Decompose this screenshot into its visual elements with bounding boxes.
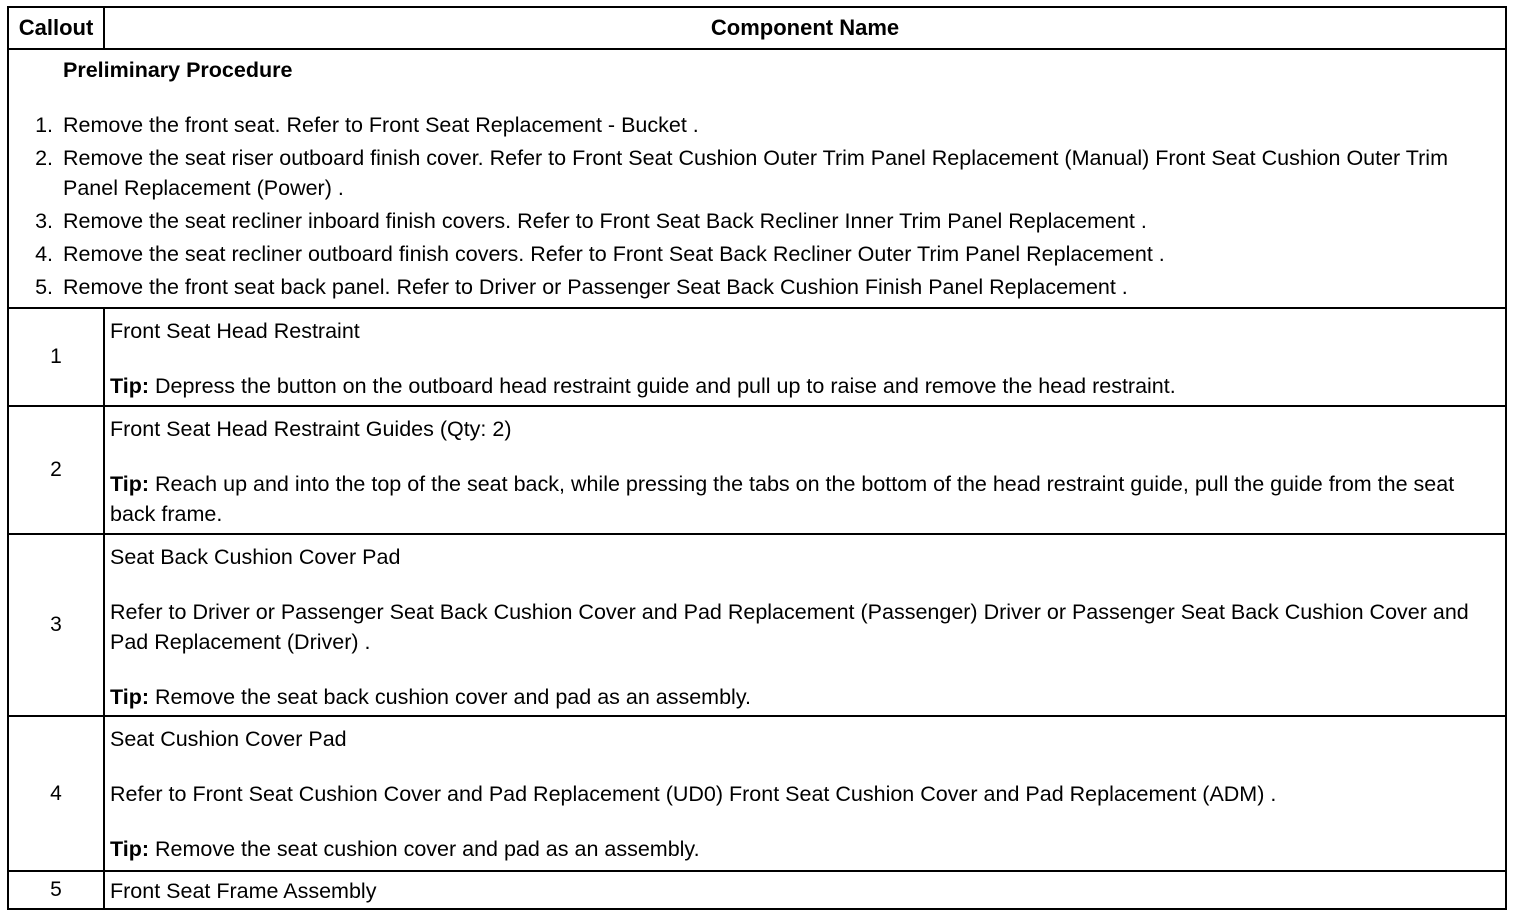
- list-item: [9, 143, 1495, 203]
- tip-paragraph: [110, 469, 1495, 529]
- list-item: [9, 239, 1495, 269]
- tip-label: Tip:: [110, 837, 150, 861]
- preliminary-procedure-row: [9, 48, 1505, 307]
- step-number: 4.: [35, 242, 53, 266]
- component-cell: [105, 407, 1505, 533]
- preliminary-title: Preliminary Procedure: [63, 58, 293, 82]
- list-item: [9, 110, 1495, 140]
- component-name: Front Seat Frame Assembly: [110, 879, 377, 903]
- component-name: Front Seat Head Restraint: [110, 319, 360, 343]
- step-number: 5.: [35, 275, 53, 299]
- step-text: Remove the seat riser outboard finish cover. Refer to Front Seat Cushion Outer Trim Panel Replacement (Manual) Front Seat Cushion Outer Trim Panel Replacement (Power) .: [63, 146, 1448, 200]
- tip-text: Depress the button on the outboard head restraint guide and pull up to raise and remove the head restraint.: [149, 374, 1176, 398]
- table-row: [9, 533, 1505, 715]
- table-row: [9, 870, 1505, 908]
- component-name: Seat Cushion Cover Pad: [110, 727, 347, 751]
- header-callout: Callout: [18, 15, 94, 40]
- refer-text: Refer to Front Seat Cushion Cover and Pad Replacement (UD0) Front Seat Cushion Cover and Pad Replacement (ADM) .: [110, 782, 1277, 806]
- component-cell: [105, 309, 1505, 405]
- tip-label: Tip:: [110, 685, 150, 709]
- tip-label: Tip:: [110, 374, 150, 398]
- header-component-name: Component Name: [710, 15, 900, 40]
- tip-label: Tip:: [110, 472, 150, 496]
- tip-paragraph: [110, 371, 1495, 401]
- component-table: [7, 6, 1507, 910]
- table-row: [9, 307, 1505, 405]
- tip-paragraph: [110, 682, 1495, 712]
- preliminary-steps: [9, 110, 1495, 305]
- tip-text: Remove the seat cushion cover and pad as an assembly.: [149, 837, 700, 861]
- list-item: [9, 272, 1495, 302]
- component-name: Seat Back Cushion Cover Pad: [110, 545, 401, 569]
- table-row: [9, 715, 1505, 870]
- component-cell: [105, 872, 1505, 908]
- step-text: Remove the front seat back panel. Refer to Driver or Passenger Seat Back Cushion Finish Panel Replacement .: [63, 275, 1128, 299]
- callout-number: 2: [50, 458, 62, 481]
- tip-text: Reach up and into the top of the seat back, while pressing the tabs on the bottom of the head restraint guide, pull the guide from the seat back frame.: [110, 472, 1455, 526]
- callout-number: 3: [50, 613, 62, 636]
- list-item: [9, 206, 1495, 236]
- component-cell: [105, 717, 1505, 870]
- tip-text: Remove the seat back cushion cover and pad as an assembly.: [149, 685, 751, 709]
- step-text: Remove the front seat. Refer to Front Seat Replacement - Bucket .: [63, 113, 699, 137]
- callout-number: 5: [50, 878, 62, 901]
- callout-number: 4: [50, 781, 62, 805]
- step-text: Remove the seat recliner inboard finish covers. Refer to Front Seat Back Recliner Inner Trim Panel Replacement .: [63, 209, 1147, 233]
- step-number: 2.: [35, 146, 53, 170]
- step-number: 3.: [35, 209, 53, 233]
- component-name: Front Seat Head Restraint Guides (Qty: 2): [110, 417, 512, 441]
- component-cell: [105, 535, 1505, 715]
- step-text: Remove the seat recliner outboard finish covers. Refer to Front Seat Back Recliner Outer Trim Panel Replacement .: [63, 242, 1165, 266]
- step-number: 1.: [35, 113, 53, 137]
- refer-text: Refer to Driver or Passenger Seat Back Cushion Cover and Pad Replacement (Passenger) Driver or Passenger Seat Back Cushion Cover and Pad Replacement (Driver) .: [110, 600, 1469, 654]
- table-row: [9, 405, 1505, 533]
- tip-paragraph: [110, 834, 1495, 864]
- callout-number: 1: [50, 345, 62, 368]
- table-header-row: [9, 8, 1505, 48]
